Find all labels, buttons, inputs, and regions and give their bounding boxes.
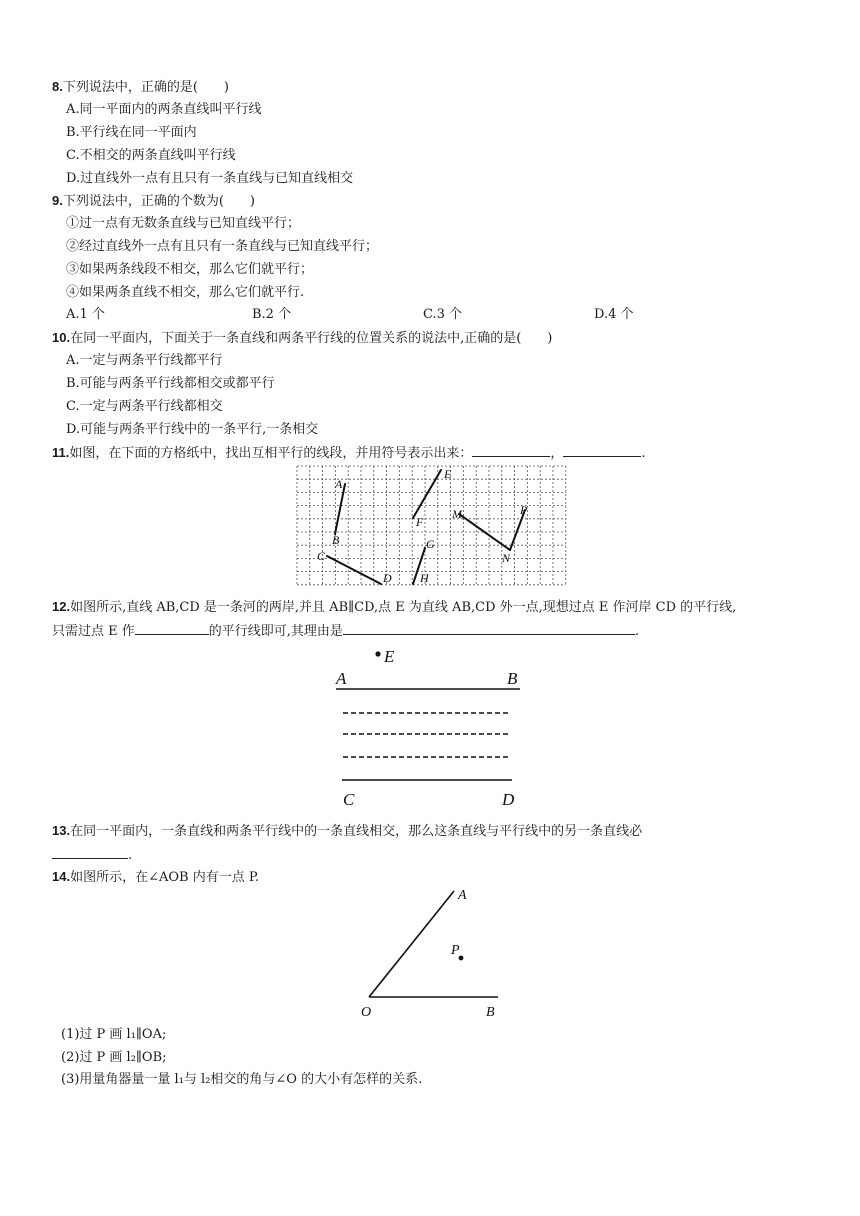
label-n: N	[502, 551, 511, 565]
q11-end: .	[641, 446, 646, 461]
q9-stem	[52, 192, 255, 211]
q13-line1	[52, 822, 642, 841]
q9-statement-1: ①过一点有无数条直线与已知直线平行；	[66, 216, 301, 231]
label-p: P	[451, 943, 460, 958]
q12-river-figure	[330, 642, 530, 812]
q10-option-d: D.可能与两条平行线中的一条平行,一条相交	[66, 422, 319, 437]
label-a: A	[336, 669, 347, 688]
q12-line1	[52, 598, 736, 617]
q13-answer-blank[interactable]	[52, 845, 128, 859]
q14-part-3: (3)用量角器量一量 l₁与 l₂相交的角与∠O 的大小有怎样的关系.	[61, 1072, 423, 1087]
label-d: D	[502, 790, 515, 809]
label-p: P	[520, 503, 528, 517]
q9-option-c: C.3 个	[423, 307, 463, 322]
segment-ef	[413, 470, 441, 518]
q14-angle-figure	[355, 884, 520, 1024]
q14-number: 14.	[52, 869, 71, 884]
label-b: B	[507, 669, 518, 688]
q9-number: 9.	[52, 193, 63, 208]
label-c: C	[317, 549, 326, 563]
q10-option-a: A.一定与两条平行线都平行	[66, 353, 223, 368]
q9-statement-4: ④如果两条直线不相交，那么它们就平行.	[66, 285, 305, 300]
q10-number: 10.	[52, 330, 71, 345]
label-e: E	[444, 467, 452, 481]
label-a: A	[458, 888, 467, 903]
label-g: G	[426, 537, 435, 551]
q12-line2-a: 只需过点 E 作	[52, 624, 135, 639]
q10-option-c: C.一定与两条平行线都相交	[66, 399, 223, 414]
q8-stem	[52, 78, 229, 97]
q13-number: 13.	[52, 823, 71, 838]
q12-line2	[52, 621, 639, 641]
label-c: C	[343, 790, 355, 809]
label-b: B	[486, 1005, 495, 1020]
q12-line2-end: .	[634, 624, 640, 639]
q10-option-b: B.可能与两条平行线都相交或都平行	[66, 376, 275, 391]
q8-number: 8.	[52, 79, 63, 94]
q10-stem-text: 在同一平面内，下面关于一条直线和两条平行线的位置关系的说法中,正确的是( )	[70, 331, 553, 346]
q12-line1-text: 如图所示,直线 AB,CD 是一条河的两岸,并且 AB∥CD,点 E 为直线 AB,CD 外一点,现想过点 E 作河岸 CD 的平行线,	[70, 600, 737, 615]
q9-statement-3: ③如果两条线段不相交，那么它们就平行；	[66, 262, 314, 277]
q13-end: .	[128, 848, 133, 863]
q11-number: 11.	[52, 445, 70, 460]
q9-statement-2: ②经过直线外一点有且只有一条直线与已知直线平行；	[66, 239, 379, 254]
q8-option-a: A.同一平面内的两条直线叫平行线	[66, 102, 262, 117]
label-o: O	[361, 1005, 372, 1020]
q8-option-b: B.平行线在同一平面内	[66, 125, 197, 140]
q12-answer-blank-2[interactable]	[343, 621, 635, 635]
q8-stem-text: 下列说法中，正确的是( )	[62, 80, 229, 95]
q11-answer-blank-2[interactable]	[563, 443, 641, 457]
label-f: F	[416, 515, 424, 529]
q9-option-d: D.4 个	[594, 307, 634, 322]
label-d: D	[383, 571, 392, 585]
q8-option-c: C.不相交的两条直线叫平行线	[66, 148, 236, 163]
q11-stem	[52, 443, 646, 463]
q11-separator: ，	[550, 446, 564, 461]
q13-line2	[52, 845, 132, 865]
q9-option-a: A.1 个	[66, 307, 105, 322]
q13-line1-text: 在同一平面内，一条直线和两条平行线中的一条直线相交，那么这条直线与平行线中的另一条直线必	[70, 824, 643, 839]
q12-line2-b: 的平行线即可,其理由是	[208, 624, 343, 639]
q14-stem-text: 如图所示，在∠AOB 内有一点 P.	[70, 870, 260, 885]
label-m: M	[452, 507, 462, 521]
q12-answer-blank-1[interactable]	[135, 621, 209, 635]
q11-stem-text: 如图，在下面的方格纸中，找出互相平行的线段，并用符号表示出来：	[69, 446, 473, 461]
q14-part-2: (2)过 P 画 l₂∥OB;	[61, 1050, 167, 1065]
point-e	[375, 651, 380, 656]
q12-number: 12.	[52, 599, 71, 614]
ray-oa	[369, 891, 454, 997]
q11-grid-figure	[297, 466, 559, 586]
q14-part-1: (1)过 P 画 l₁∥OA;	[61, 1027, 167, 1042]
segment-ab	[335, 484, 345, 534]
label-h: H	[420, 571, 429, 585]
q10-stem	[52, 329, 552, 348]
q9-option-b: B.2 个	[252, 307, 292, 322]
q9-stem-text: 下列说法中，正确的个数为( )	[62, 194, 255, 209]
label-b: B	[332, 533, 340, 547]
q8-option-d: D.过直线外一点有且只有一条直线与已知直线相交	[66, 171, 354, 186]
label-a: A	[335, 477, 343, 491]
q14-stem	[52, 868, 259, 887]
label-e: E	[384, 647, 395, 666]
q11-answer-blank-1[interactable]	[472, 443, 550, 457]
